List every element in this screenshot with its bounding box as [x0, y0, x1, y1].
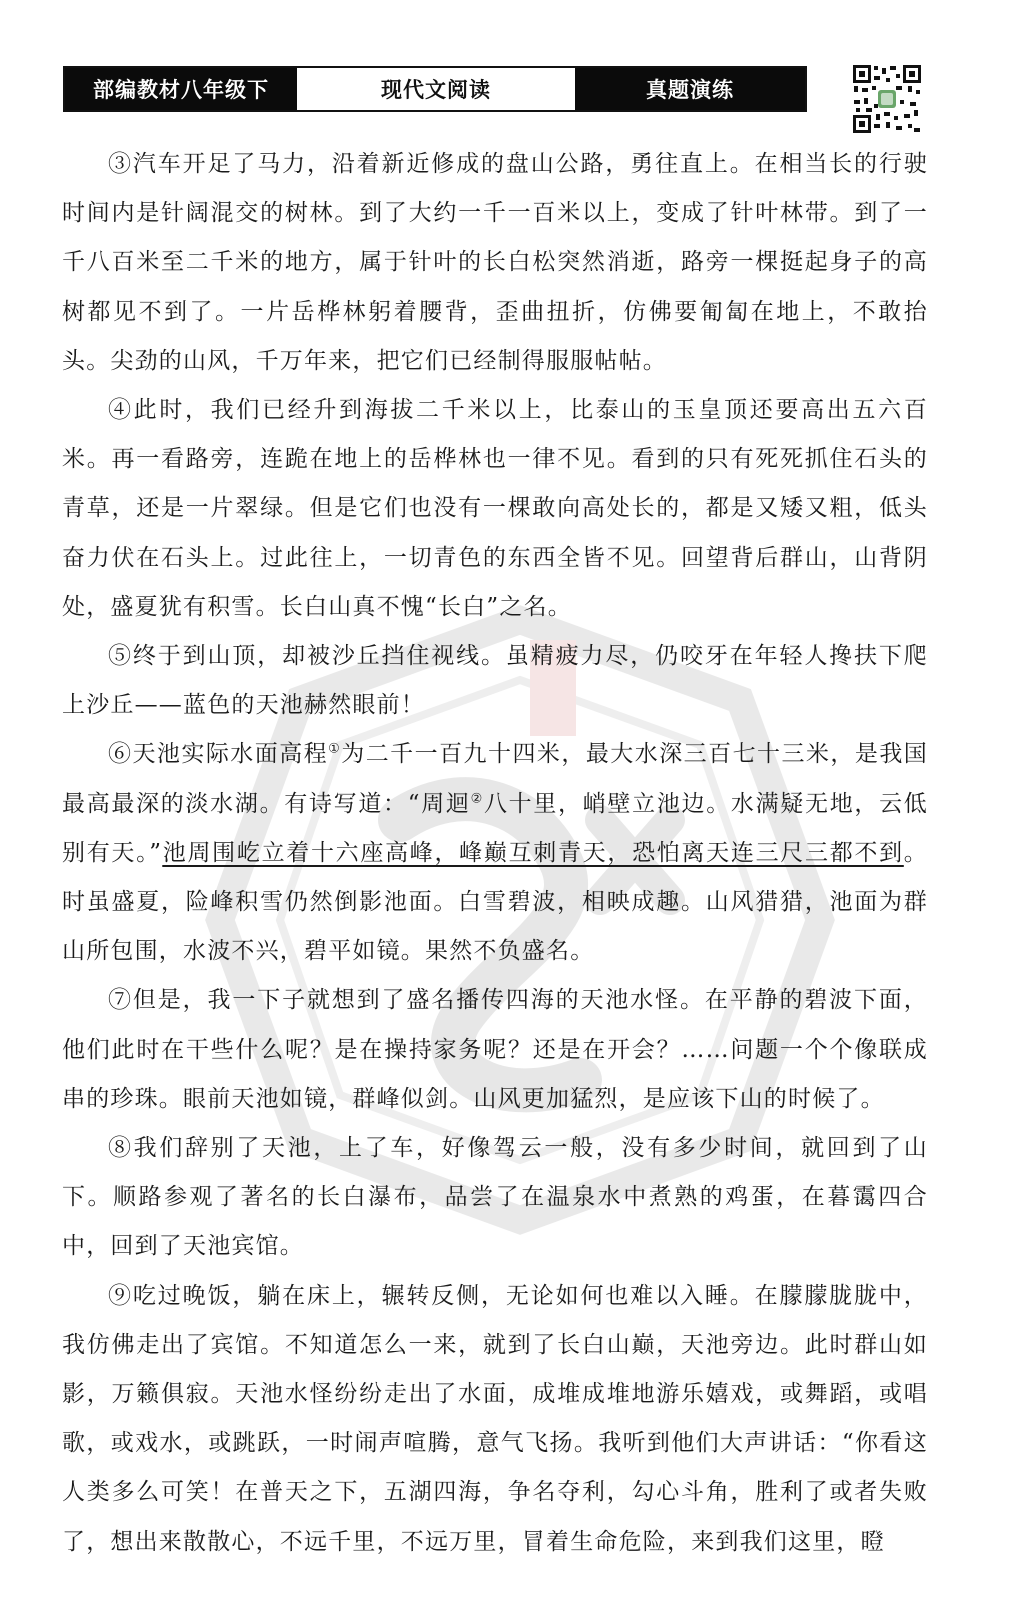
paragraph-6-part-d: 。时虽盛夏，险峰积雪仍然倒影池面。白雪碧波，相映成趣。山风猎猎，池面为群山所包围，水波不兴，碧平如镜。果然不负盛名。	[62, 839, 928, 965]
footnote-marker-2: ②	[470, 790, 484, 806]
paragraph-6	[62, 730, 928, 976]
paragraph-8: ⑧我们辞别了天池，上了车，好像驾云一般，没有多少时间，就回到了山下。顺路参观了著名的长白瀑布，品尝了在温泉水中煮熟的鸡蛋，在暮霭四合中，回到了天池宾馆。	[62, 1135, 928, 1260]
underlined-sentence: 池周围屹立着十六座高峰，峰巅互刺青天，恐怕离天连三尺三都不到	[162, 839, 904, 866]
header-textbook-label: 部编教材八年级下	[65, 68, 297, 110]
paragraph-5: ⑤终于到山顶，却被沙丘挡住视线。虽精疲力尽，仍咬牙在年轻人搀扶下爬上沙丘——蓝色的天池赫然眼前！	[62, 643, 928, 719]
header-bar	[63, 66, 807, 112]
qr-code-icon	[852, 64, 922, 134]
paragraph-7: ⑦但是，我一下子就想到了盛名播传四海的天池水怪。在平静的碧波下面，他们此时在干些什么呢？是在操持家务呢？还是在开会？……问题一个个像联成串的珍珠。眼前天池如镜，群峰似剑。山风更加猛烈，是应该下山的时候了。	[62, 987, 928, 1112]
paragraph-3: ③汽车开足了马力，沿着新近修成的盘山公路，勇往直上。在相当长的行驶时间内是针阔混交的树林。到了大约一千一百米以上，变成了针叶林带。到了一千八百米至二千米的地方，属于针叶的长白松突然消逝，路旁一棵挺起身子的高树都见不到了。一片岳桦林躬着腰背，歪曲扭折，仿佛要匍匐在地上，不敢抬头。尖劲的山风，千万年来，把它们已经制得服服帖帖。	[62, 151, 928, 374]
article-body	[62, 140, 928, 1567]
header-section-title: 现代文阅读	[297, 68, 575, 110]
paragraph-4: ④此时，我们已经升到海拔二千米以上，比泰山的玉皇顶还要高出五六百米。再一看路旁，连跪在地上的岳桦林也一律不见。看到的只有死死抓住石头的青草，还是一片翠绿。但是它们也没有一棵敢向高处长的，都是又矮又粗，低头奋力伏在石头上。过此往上，一切青色的东西全皆不见。回望背后群山，山背阴处，盛夏犹有积雪。长白山真不愧“长白”之名。	[62, 397, 928, 620]
paragraph-6-part-c: 八十里，峭壁立池边。水满疑无地，云低别有天。”	[62, 790, 928, 866]
paragraph-6-part-b: 为二千一百九十四米，最大水深三百七十三米，是我国最高最深的淡水湖。有诗写道：“周迴	[62, 741, 928, 817]
paragraph-9: ⑨吃过晚饭，躺在床上，辗转反侧，无论如何也难以入睡。在朦朦胧胧中，我仿佛走出了宾馆。不知道怎么一来，就到了长白山巅，天池旁边。此时群山如影，万籁俱寂。天池水怪纷纷走出了水面，成堆成堆地游乐嬉戏，或舞蹈，或唱歌，或戏水，或跳跃，一时闹声喧腾，意气飞扬。我听到他们大声讲话：“你看这人类多么可笑！在普天之下，五湖四海，争名夺利，勾心斗角，胜利了或者失败了，想出来散散心，不远千里，不远万里，冒着生命危险，来到我们这里，瞪	[62, 1282, 928, 1555]
footnote-marker-1: ①	[328, 741, 342, 757]
paragraph-6-part-a: ⑥天池实际水面高程	[108, 741, 329, 768]
header-practice-label: 真题演练	[575, 68, 805, 110]
